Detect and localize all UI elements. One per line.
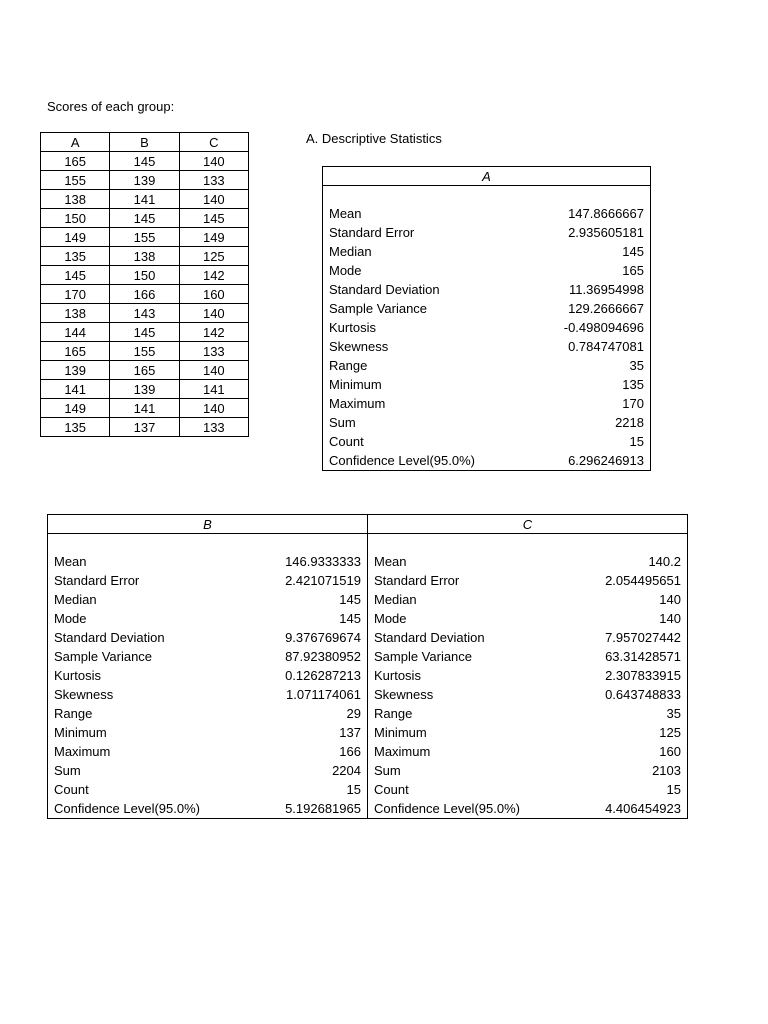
stat-label: Count [329,434,364,449]
stat-value-b: 146.9333333 [285,554,361,569]
stat-value-c: 4.406454923 [605,801,681,816]
stat-label-c: Confidence Level(95.0%) [367,799,572,819]
stat-value-c: 140.2 [648,554,681,569]
scores-row [41,323,249,342]
scores-cell: 140 [179,361,248,380]
scores-cell: 165 [41,342,110,361]
stat-label-c: Standard Deviation [367,628,572,647]
stat-value: -0.498094696 [563,320,644,335]
stat-value-c: 63.31428571 [605,649,681,664]
scores-col-b-header: B [110,133,179,152]
scores-cell: 150 [41,209,110,228]
stats-a-row [323,204,651,223]
scores-row [41,228,249,247]
scores-cell: 145 [110,152,179,171]
stat-value-b: 15 [346,782,361,797]
stat-value-c: 2.054495651 [605,573,681,588]
stat-value: 165 [622,263,644,278]
stat-label: Standard Error [329,225,415,240]
scores-cell: 141 [110,399,179,418]
stat-value-b: 87.92380952 [285,649,361,664]
scores-table [40,132,249,437]
scores-cell: 165 [110,361,179,380]
scores-cell: 141 [110,190,179,209]
stats-b-title: B [48,515,368,534]
stat-label: Kurtosis [329,320,376,335]
stat-value: 145 [622,244,644,259]
stat-value-c: 7.957027442 [605,630,681,645]
stat-value-b: 166 [339,744,361,759]
stat-label-c: Kurtosis [367,666,572,685]
stat-label: Mode [329,263,362,278]
stat-label-c: Sample Variance [367,647,572,666]
scores-row [41,361,249,380]
scores-cell: 155 [41,171,110,190]
stats-a-row [323,299,651,318]
stat-value: 135 [622,377,644,392]
stats-a-row [323,394,651,413]
stats-a-row [323,432,651,451]
stat-value: 0.784747081 [568,339,644,354]
scores-cell: 138 [41,304,110,323]
stats-a-spacer [323,186,651,205]
stat-label-c: Median [367,590,572,609]
scores-cell: 139 [110,380,179,399]
scores-row [41,418,249,437]
stats-bc-row [48,685,688,704]
scores-cell: 139 [41,361,110,380]
stats-bc-row [48,799,688,819]
stat-label-b: Confidence Level(95.0%) [54,801,200,816]
stats-a-row [323,337,651,356]
stats-bc-row [48,666,688,685]
scores-cell: 145 [110,323,179,342]
scores-cell: 138 [41,190,110,209]
stats-a-row [323,318,651,337]
stat-label: Confidence Level(95.0%) [329,453,475,468]
stats-a-row [323,356,651,375]
stats-bc-body [48,534,688,819]
stats-table-bc [47,514,688,819]
scores-cell: 141 [41,380,110,399]
scores-cell: 166 [110,285,179,304]
scores-cell: 155 [110,342,179,361]
stat-label-b: Maximum [54,744,111,759]
stat-label-b: Median [54,592,97,607]
scores-row [41,247,249,266]
stat-label-c: Sum [367,761,572,780]
descriptive-heading: A. Descriptive Statistics [306,131,442,146]
scores-cell: 143 [110,304,179,323]
stat-label-c: Range [367,704,572,723]
stat-value-b: 2204 [332,763,361,778]
stat-value-c: 2.307833915 [605,668,681,683]
stat-label: Minimum [329,377,382,392]
scores-cell: 141 [179,380,248,399]
stat-label: Sample Variance [329,301,428,316]
stat-value-c: 140 [659,611,681,626]
stat-value-b: 0.126287213 [285,668,361,683]
stat-label-b: Kurtosis [54,668,101,683]
stat-value-b: 9.376769674 [285,630,361,645]
scores-header-row [41,133,249,152]
stat-value-c: 35 [666,706,681,721]
stat-label-b: Sample Variance [54,649,153,664]
stats-bc-row [48,780,688,799]
stat-label-b: Standard Deviation [54,630,165,645]
stat-value-b: 2.421071519 [285,573,361,588]
stat-label-c: Skewness [367,685,572,704]
scores-cell: 170 [41,285,110,304]
stat-label: Median [329,244,372,259]
stat-value-c: 140 [659,592,681,607]
stat-value-c: 2103 [652,763,681,778]
stat-label-c: Mean [367,552,572,571]
stat-label-b: Standard Error [54,573,140,588]
stat-label: Standard Deviation [329,282,440,297]
stats-bc-row [48,590,688,609]
stat-label-b: Count [54,782,89,797]
stat-value-b: 5.192681965 [285,801,361,816]
stats-a-row [323,242,651,261]
stat-value: 147.8666667 [568,206,644,221]
scores-cell: 135 [41,247,110,266]
scores-cell: 142 [179,323,248,342]
stat-label-b: Range [54,706,93,721]
stat-label-c: Standard Error [367,571,572,590]
stat-value-b: 29 [346,706,361,721]
stats-bc-spacer [48,534,688,553]
stat-value: 2.935605181 [568,225,644,240]
scores-cell: 139 [110,171,179,190]
scores-cell: 133 [179,342,248,361]
scores-row [41,152,249,171]
scores-cell: 142 [179,266,248,285]
stat-label: Mean [329,206,362,221]
stats-bc-row [48,552,688,571]
spacer-cell [323,186,651,205]
stat-value: 15 [629,434,644,449]
stat-value-c: 160 [659,744,681,759]
scores-body [41,152,249,437]
stat-label-b: Skewness [54,687,114,702]
scores-cell: 145 [110,209,179,228]
stat-label: Skewness [329,339,389,354]
scores-row [41,190,249,209]
scores-cell: 155 [110,228,179,247]
stats-bc-row [48,647,688,666]
scores-cell: 160 [179,285,248,304]
scores-cell: 165 [41,152,110,171]
spacer-cell [367,534,687,553]
scores-cell: 137 [110,418,179,437]
scores-cell: 149 [179,228,248,247]
stats-bc-row [48,628,688,647]
scores-row [41,266,249,285]
scores-cell: 145 [179,209,248,228]
stat-value-b: 137 [339,725,361,740]
stat-label-b: Sum [54,763,81,778]
stats-a-title: A [323,167,651,186]
stats-bc-row [48,609,688,628]
scores-cell: 140 [179,152,248,171]
stat-label-c: Mode [367,609,572,628]
stats-a-row [323,375,651,394]
stat-label: Maximum [329,396,386,411]
scores-cell: 133 [179,171,248,190]
scores-cell: 140 [179,190,248,209]
stats-bc-row [48,571,688,590]
stat-value-b: 145 [339,592,361,607]
scores-cell: 133 [179,418,248,437]
scores-cell: 145 [41,266,110,285]
scores-row [41,342,249,361]
scores-row [41,209,249,228]
scores-row [41,380,249,399]
stat-label: Sum [329,415,356,430]
stat-label-b: Minimum [54,725,107,740]
scores-row [41,304,249,323]
spacer-cell [48,534,368,553]
scores-cell: 140 [179,399,248,418]
stats-a-row [323,261,651,280]
stats-bc-row [48,723,688,742]
scores-col-c-header: C [179,133,248,152]
stats-c-title: C [367,515,687,534]
scores-cell: 135 [41,418,110,437]
stats-table-a [322,166,651,471]
scores-cell: 149 [41,399,110,418]
scores-row [41,171,249,190]
scores-cell: 140 [179,304,248,323]
stats-bc-row [48,704,688,723]
scores-cell: 149 [41,228,110,247]
stat-label: Range [329,358,368,373]
stats-a-body [323,186,651,471]
stat-value-c: 15 [666,782,681,797]
stats-bc-row [48,761,688,780]
stat-label-c: Minimum [367,723,572,742]
scores-cell: 144 [41,323,110,342]
stat-value-c: 125 [659,725,681,740]
stats-a-row [323,223,651,242]
stat-value-b: 1.071174061 [286,687,361,702]
stat-value-c: 0.643748833 [605,687,681,702]
stat-value: 11.36954998 [569,282,644,297]
stat-value: 129.2666667 [568,301,644,316]
scores-heading: Scores of each group: [47,99,175,114]
scores-row [41,399,249,418]
stats-bc-row [48,742,688,761]
stat-value: 170 [622,396,644,411]
stats-a-row [323,451,651,471]
stat-value: 6.296246913 [568,453,644,468]
scores-row [41,285,249,304]
scores-cell: 150 [110,266,179,285]
stat-label-b: Mean [54,554,87,569]
stats-a-row [323,413,651,432]
stat-value: 2218 [615,415,644,430]
stat-label-b: Mode [54,611,87,626]
scores-cell: 138 [110,247,179,266]
stat-label-c: Count [367,780,572,799]
scores-col-a-header: A [41,133,110,152]
stat-value: 35 [629,358,644,373]
stats-a-row [323,280,651,299]
scores-cell: 125 [179,247,248,266]
stat-label-c: Maximum [367,742,572,761]
stat-value-b: 145 [339,611,361,626]
